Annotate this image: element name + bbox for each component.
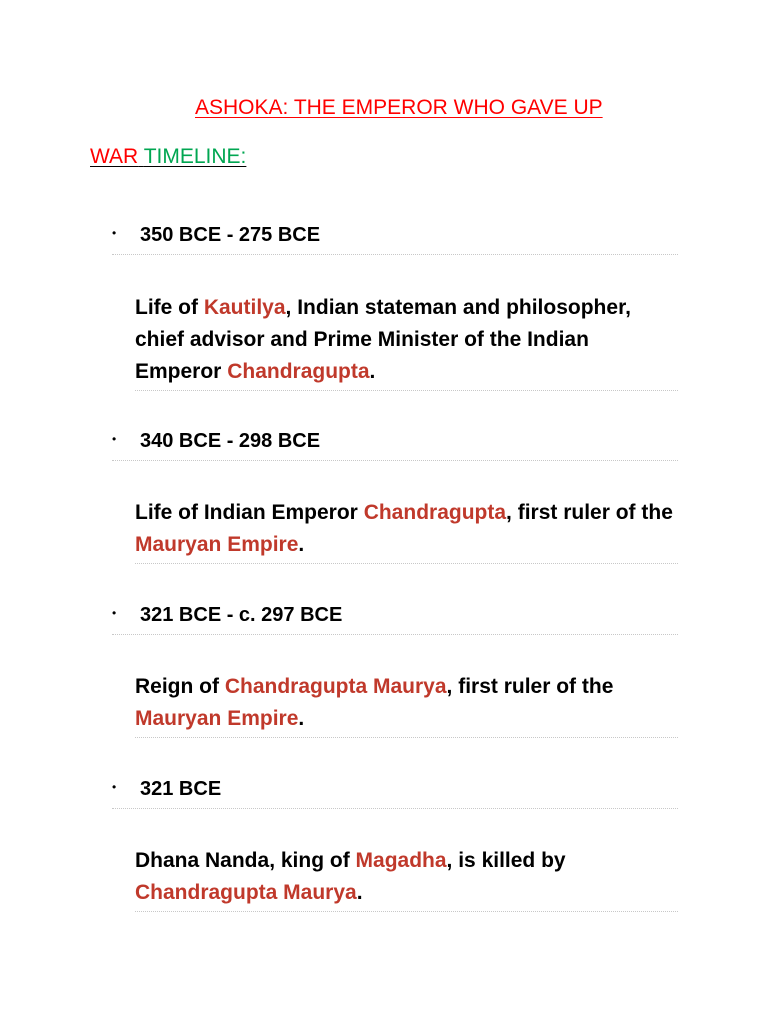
desc-highlight: Chandragupta [363,501,507,524]
desc-highlight: Magadha [355,849,447,872]
bullet-icon: • [112,226,117,240]
desc-text: . [298,533,305,556]
timeline-date-4 [112,778,678,809]
desc-text: Reign of [135,675,225,698]
date-label: 350 BCE - 275 BCE [140,224,321,246]
bullet-icon: • [112,606,117,620]
date-label: 321 BCE [140,778,222,800]
desc-text: , first ruler of the [446,675,614,698]
timeline-description-3 [135,671,678,738]
timeline-date-3 [112,604,678,635]
timeline-description-2 [135,497,678,564]
title-continuation [90,145,246,169]
desc-highlight: Chandragupta [227,360,370,383]
timeline-heading: TIMELINE: [143,145,247,168]
timeline-date-2 [112,430,678,461]
timeline-date-1 [112,224,678,255]
bullet-icon: • [112,432,117,446]
desc-text: , Indian stateman and philosopher, chief advisor and Prime Minister of the Indian Emperor [135,296,631,383]
desc-highlight: Mauryan Empire [135,707,299,730]
desc-highlight: Chandragupta Maurya [224,675,447,698]
timeline-description-4 [135,845,678,912]
desc-text: . [369,360,376,383]
desc-text: , is killed by [446,849,566,872]
desc-text: Life of Indian Emperor [135,501,364,524]
desc-text: Dhana Nanda, king of [135,849,356,872]
date-label: 321 BCE - c. 297 BCE [140,604,343,626]
date-label: 340 BCE - 298 BCE [140,430,321,452]
desc-text: , first ruler of the [506,501,673,524]
document-title: ASHOKA: THE EMPEROR WHO GAVE UP [195,96,603,119]
desc-highlight: Kautilya [203,296,286,319]
title-war-word: WAR [90,145,139,168]
bullet-icon: • [112,780,117,794]
desc-text: . [298,707,305,730]
timeline-description-1 [135,292,678,391]
desc-text: Life of [135,296,204,319]
desc-text: . [356,881,363,904]
desc-highlight: Chandragupta Maurya [135,881,357,904]
desc-highlight: Mauryan Empire [135,533,299,556]
